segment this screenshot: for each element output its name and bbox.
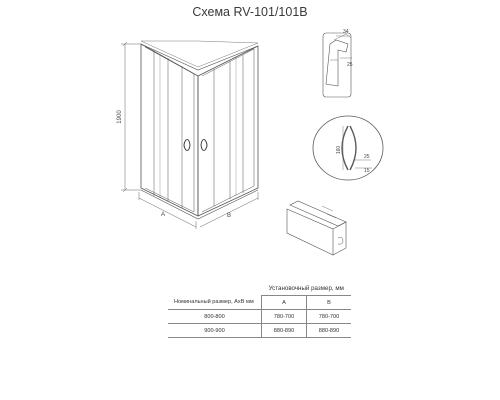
shower-enclosure [141, 41, 258, 219]
width-dimensions [139, 192, 258, 229]
a-cell: 780-700 [262, 310, 307, 324]
size-table [168, 282, 351, 338]
diagram-title: Схема RV-101/101B [192, 5, 308, 19]
b-cell: 780-700 [307, 310, 352, 324]
profile-dim-2: 25 [347, 62, 353, 68]
side-b-label: B [227, 213, 232, 219]
profile-dim-1: 34 [343, 29, 349, 35]
nominal-header: Номинальный размер, AxB мм [168, 296, 262, 310]
nominal-cell: 800-800 [168, 310, 262, 324]
door-handles [184, 140, 207, 151]
nominal-cell: 900-900 [168, 324, 262, 338]
handle-dim-1: 160 [336, 145, 342, 155]
handle-dim-3: 15 [364, 168, 370, 174]
a-cell: 880-890 [262, 324, 307, 338]
seal-detail [287, 201, 346, 255]
height-dim-label: 1900 [117, 110, 123, 124]
handle-detail [313, 116, 383, 180]
col-a-header: A [262, 296, 307, 310]
side-a-label: A [161, 212, 166, 218]
handle-dim-2: 25 [364, 154, 370, 160]
col-b-header: B [307, 296, 352, 310]
table-row [168, 310, 351, 324]
height-dimension [121, 42, 141, 192]
table-row [168, 324, 351, 338]
table-header: Установочный размер, мм [262, 282, 352, 296]
b-cell: 880-890 [307, 324, 352, 338]
